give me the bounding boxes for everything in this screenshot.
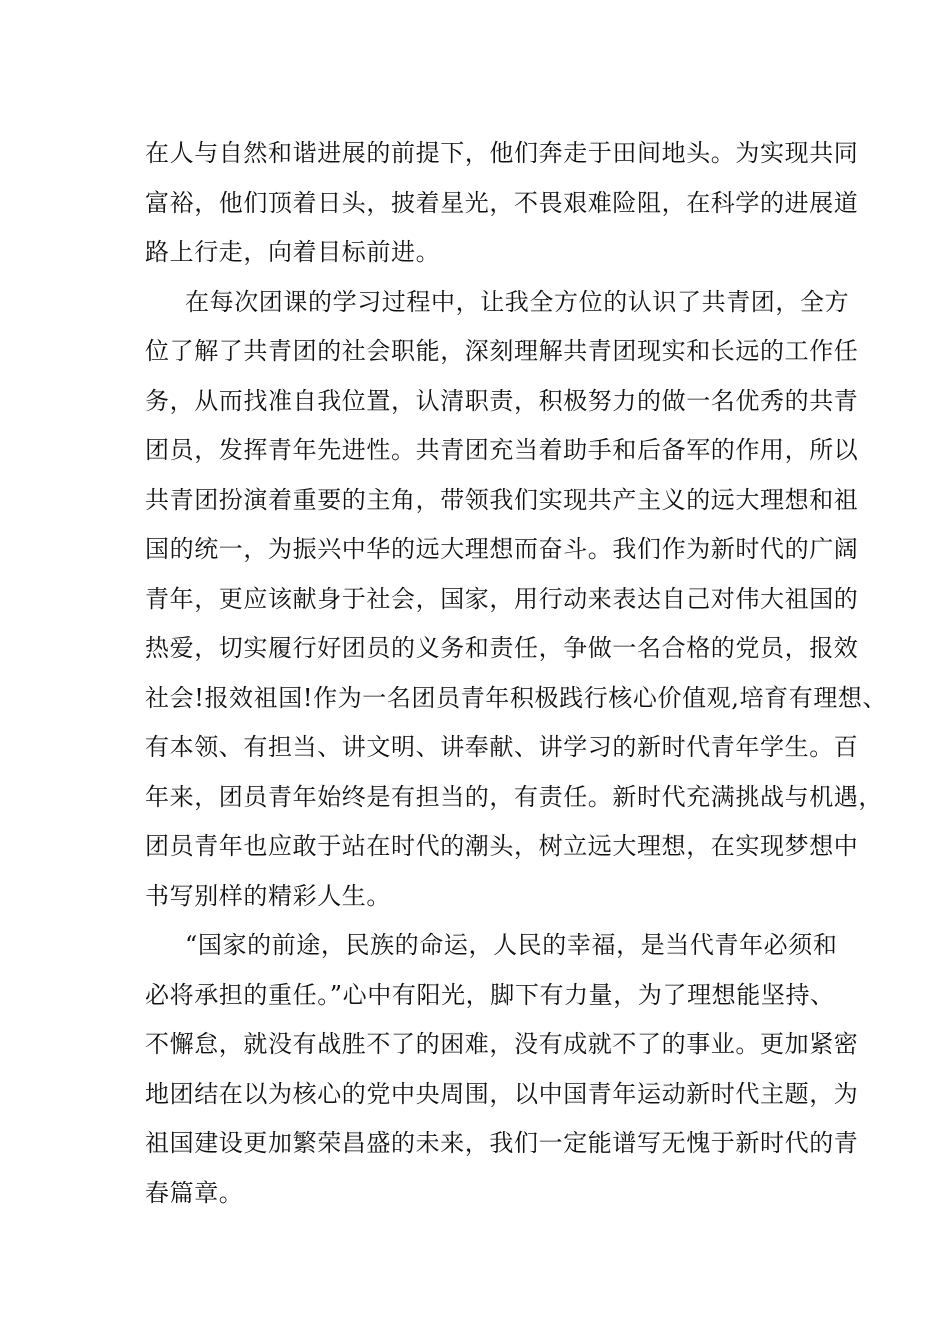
text-line: 地团结在以为核心的党中央周围，以中国青年运动新时代主题，为	[145, 1079, 859, 1108]
text-line: 国的统一，为振兴中华的远大理想而奋斗。我们作为新时代的广阔	[145, 535, 859, 563]
text-line: 不懈怠，就没有战胜不了的困难，没有成就不了的事业。更加紧密	[145, 1030, 859, 1058]
text-line: 必将承担的重任。”心中有阳光，脚下有力量，为了理想能坚持、	[145, 980, 835, 1009]
text-line: 热爱，切实履行好团员的义务和责任，争做一名合格的党员，报效	[145, 634, 859, 662]
paragraph-first-line: “国家的前途，民族的命运，人民的幸福，是当代青年必须和	[185, 931, 838, 959]
text-line: 路上行走，向着目标前进。	[145, 238, 441, 266]
text-line: 富裕，他们顶着日头，披着星光，不畏艰难险阻，在科学的进展道	[145, 188, 859, 217]
text-line: 务，从而找准自我位置，认清职责，积极努力的做一名优秀的共青	[145, 386, 859, 415]
text-line: 在人与自然和谐进展的前提下，他们奔走于田间地头。为实现共同	[145, 139, 859, 167]
text-line: 年来，团员青年始终是有担当的，有责任。新时代充满挑战与机遇，	[145, 782, 883, 811]
text-line: 团员，发挥青年先进性。共青团充当着助手和后备军的作用，所以	[145, 436, 859, 464]
text-line: 青年，更应该献身于社会，国家，用行动来表达自己对伟大祖国的	[145, 584, 859, 613]
text-line: 祖国建设更加繁荣昌盛的未来，我们一定能谱写无愧于新时代的青	[145, 1129, 859, 1157]
text-line: 书写别样的精彩人生。	[145, 881, 391, 910]
text-line: 位了解了共青团的社会职能，深刻理解共青团现实和长远的工作任	[145, 337, 859, 365]
text-line: 社会!报效祖国!作为一名团员青年积极践行核心价值观,培育有理想、	[145, 683, 888, 712]
text-line: 春篇章。	[145, 1178, 244, 1207]
paragraph-first-line: 在每次团课的学习过程中，让我全方位的认识了共青团，全方	[185, 287, 850, 316]
document-body	[145, 129, 888, 1218]
text-line: 团员青年也应敢于站在时代的潮头，树立远大理想，在实现梦想中	[145, 832, 859, 860]
text-line: 有本领、有担当、讲文明、讲奉献、讲学习的新时代青年学生。百	[145, 733, 859, 761]
text-line: 共青团扮演着重要的主角，带领我们实现共产主义的远大理想和祖	[145, 485, 859, 514]
